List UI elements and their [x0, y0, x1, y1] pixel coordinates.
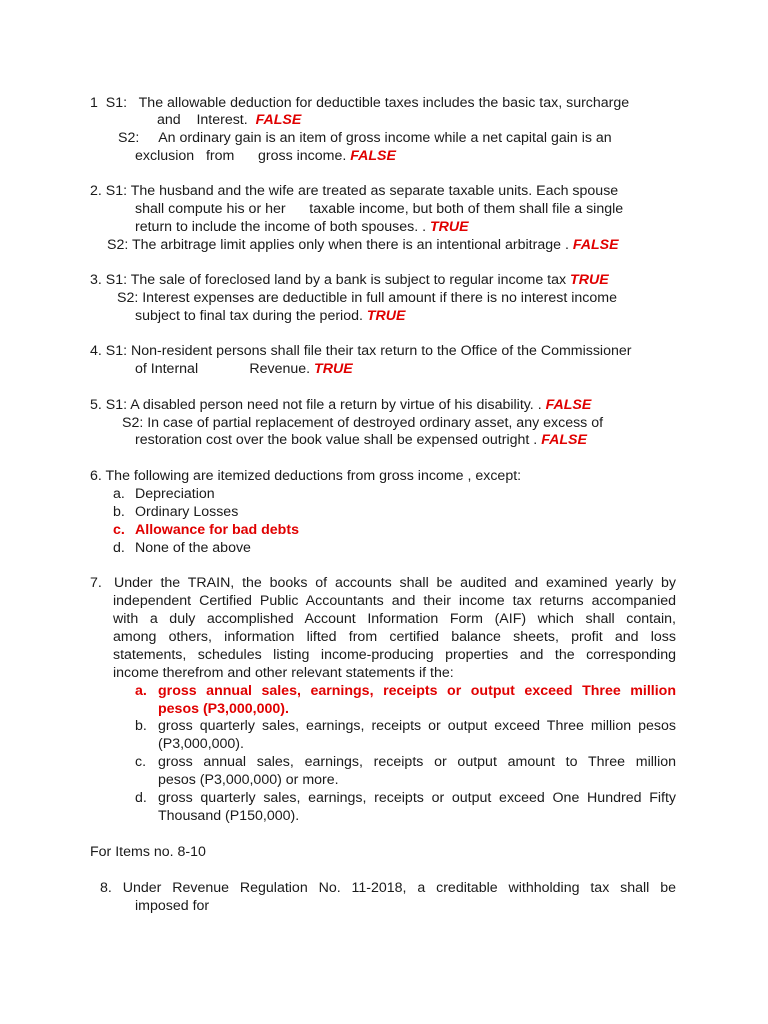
q5-s2-text: restoration cost over the book value shall be expensed outright .	[135, 432, 538, 448]
q7-stem-line2: independent Certified Public Accountants and their income tax returns accompanied	[113, 593, 676, 609]
q2-s1-line1: 2. S1: The husband and the wife are treated as separate taxable units. Each spouse	[90, 183, 619, 199]
q6-option-b-text: Ordinary Losses	[135, 504, 239, 520]
q6-option-c-text: Allowance for bad debts	[135, 522, 299, 538]
q2-s2-line1	[107, 236, 619, 254]
q2-s1-text: return to include the income of both spouses. .	[135, 219, 427, 235]
q8-line2: imposed for	[135, 898, 210, 914]
q7-option-a-line2: pesos (P3,000,000).	[158, 701, 289, 717]
q1-s1-text: and Interest.	[157, 112, 248, 128]
q4-s1-line2	[135, 360, 353, 378]
q7-option-d-letter: d.	[135, 790, 147, 806]
q7-stem-line5: statements, schedules listing income-producing properties and the corresponding	[113, 647, 676, 663]
q7-stem-line3: with a duly accomplished Account Information Form (AIF) which shall contain,	[113, 611, 676, 627]
q1-s1-answer: FALSE	[255, 112, 302, 128]
q6-option-d-text: None of the above	[135, 540, 251, 556]
q1-s2-answer: FALSE	[350, 148, 396, 164]
q5-s1-line1	[90, 396, 591, 414]
q7-option-a-line1: gross annual sales, earnings, receipts or output exceed Three million	[158, 683, 676, 699]
q1-s2-text: exclusion from gross income.	[135, 148, 347, 164]
q6-option-a-text: Depreciation	[135, 486, 215, 502]
q3-s1-answer: TRUE	[570, 272, 609, 288]
q3-s1-line1	[90, 271, 609, 289]
q4-s1-answer: TRUE	[314, 361, 353, 377]
q5-s2-answer: FALSE	[541, 432, 587, 448]
q6-option-d-letter: d.	[113, 540, 125, 556]
q8-line1: 8. Under Revenue Regulation No. 11-2018, a creditable withholding tax shall be	[100, 880, 676, 896]
q5-s2-line1: S2: In case of partial replacement of destroyed ordinary asset, any excess of	[122, 415, 604, 431]
q6-option-b-letter: b.	[113, 504, 125, 520]
q2-s1-answer: TRUE	[429, 219, 469, 235]
q4-s1-text: of Internal Revenue.	[135, 361, 311, 377]
q1-s1-line2	[157, 111, 301, 129]
q2-s2-answer: FALSE	[572, 237, 619, 253]
q7-option-c-letter: c.	[135, 754, 147, 770]
q7-number: 7.	[90, 575, 102, 591]
q7-option-d-line2: Thousand (P150,000).	[158, 808, 300, 824]
q6-stem: 6. The following are itemized deductions from gross income , except:	[90, 468, 522, 484]
q5-s1-text: 5. S1: A disabled person need not file a return by virtue of his disability. .	[90, 397, 542, 413]
q2-s1-line3	[135, 218, 469, 236]
q7-option-c-line1: gross annual sales, earnings, receipts or output amount to Three million	[158, 754, 676, 770]
q3-s2-line2	[135, 307, 406, 325]
q7-option-c-line2: pesos (P3,000,000) or more.	[158, 772, 339, 788]
q1-s1-line1: 1 S1: The allowable deduction for deductible taxes includes the basic tax, surcharge	[90, 95, 630, 111]
q3-s2-answer: TRUE	[366, 308, 406, 324]
q7-stem-line4: among others, information lifted from certified balance sheets, profit and loss	[113, 629, 676, 645]
for-items-heading: For Items no. 8-10	[90, 844, 206, 860]
q5-s2-line2	[135, 431, 587, 449]
q2-s2-text: S2: The arbitrage limit applies only when there is an intentional arbitrage .	[107, 237, 569, 253]
q7-option-a-letter: a.	[135, 683, 147, 699]
q1-s2-line2	[135, 147, 396, 165]
q7-option-b-line2: (P3,000,000).	[158, 736, 244, 752]
q3-s2-line1: S2: Interest expenses are deductible in full amount if there is no interest income	[117, 290, 617, 306]
q7-stem-line6: income therefrom and other relevant statements if the:	[113, 665, 454, 681]
q5-s1-answer: FALSE	[545, 397, 592, 413]
q7-stem-line1: Under the TRAIN, the books of accounts shall be audited and examined yearly by	[114, 575, 676, 591]
q3-s1-text: 3. S1: The sale of foreclosed land by a bank is subject to regular income tax	[90, 272, 567, 288]
q6-option-a-letter: a.	[113, 486, 125, 502]
q2-s1-line2: shall compute his or her taxable income, but both of them shall file a single	[135, 201, 624, 217]
q3-s2-text: subject to final tax during the period.	[135, 308, 363, 324]
q7-option-d-line1: gross quarterly sales, earnings, receipts or output exceed One Hundred Fifty	[158, 790, 676, 806]
q7-option-b-letter: b.	[135, 718, 147, 734]
q7-option-b-line1: gross quarterly sales, earnings, receipts or output exceed Three million pesos	[158, 718, 676, 734]
q6-option-c-letter: c.	[113, 522, 125, 538]
q4-s1-line1: 4. S1: Non-resident persons shall file their tax return to the Office of the Commissioner	[90, 343, 632, 359]
q1-s2-line1: S2: An ordinary gain is an item of gross income while a net capital gain is an	[118, 130, 612, 146]
